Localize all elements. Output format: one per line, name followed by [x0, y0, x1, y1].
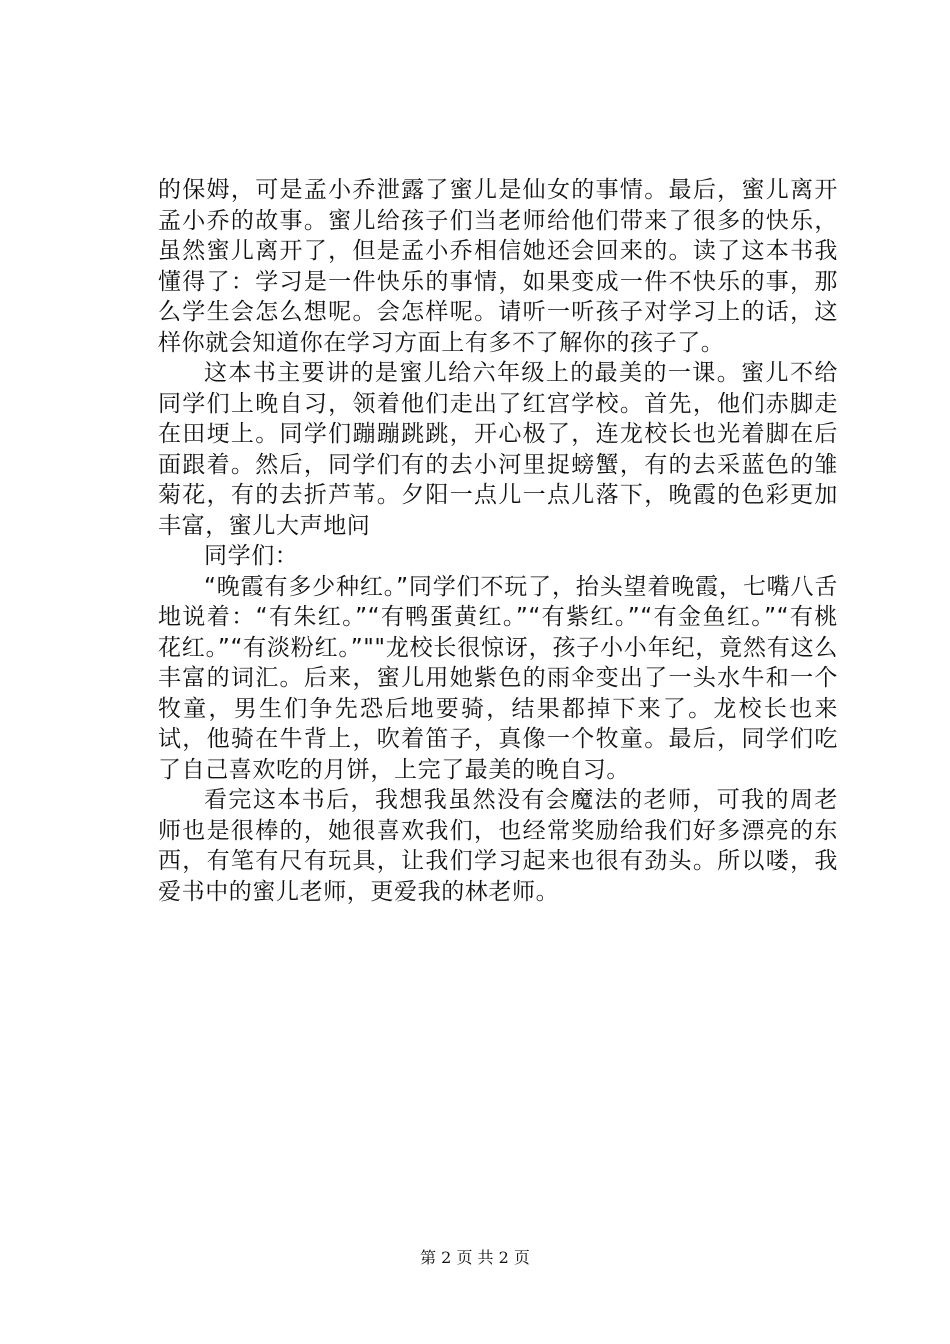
paragraph-continuation: 的保姆，可是孟小乔泄露了蜜儿是仙女的事情。最后，蜜儿离开孟小乔的故事。蜜儿给孩子们当老师给他们带来了很多的快乐，虽然蜜儿离开了，但是孟小乔相信她还会回来的。读了这本书我懂得了：学习是一件快乐的事情，如果变成一件不快乐的事，那么学生会怎么想呢。会怎样呢。请听一听孩子对学习上的话，这样你就会知道你在学习方面上有多不了解你的孩子了。	[158, 177, 838, 356]
paragraph-summary: 这本书主要讲的是蜜儿给六年级上的最美的一课。蜜儿不给同学们上晚自习，领着他们走出了红宫学校。首先，他们赤脚走在田埂上。同学们蹦蹦跳跳，开心极了，连龙校长也光着脚在后面跟着。然后，同学们有的去小河里捉螃蟹，有的去采蓝色的雏菊花，有的去折芦苇。夕阳一点儿一点儿落下，晚霞的色彩更加丰富，蜜儿大声地问	[158, 360, 838, 539]
paragraph-dialogue: “晚霞有多少种红。”同学们不玩了，抬头望着晚霞，七嘴八舌地说着：“有朱红。”“有鸭蛋黄红。”“有紫红。”“有金鱼红。”“有桃花红。”“有淡粉红。”""龙校长很惊讶，孩子小小年纪，竟然有这么丰富的词汇。后来，蜜儿用她紫色的雨伞变出了一头水牛和一个牧童，男生们争先恐后地要骑，结果都掉下来了。龙校长也来试，他骑在牛背上，吹着笛子，真像一个牧童。最后，同学们吃了自己喜欢吃的月饼，上完了最美的晚自习。	[158, 573, 838, 783]
paragraph-address: 同学们：	[204, 543, 299, 569]
paragraph-conclusion: 看完这本书后，我想我虽然没有会魔法的老师，可我的周老师也是很棒的，她很喜欢我们，也经常奖励给我们好多漂亮的东西，有笔有尺有玩具，让我们学习起来也很有劲头。所以喽，我爱书中的蜜儿老师，更爱我的林老师。	[158, 787, 838, 905]
document-body	[158, 175, 838, 907]
page-number-footer: 第 2 页 共 2 页	[420, 1248, 530, 1267]
